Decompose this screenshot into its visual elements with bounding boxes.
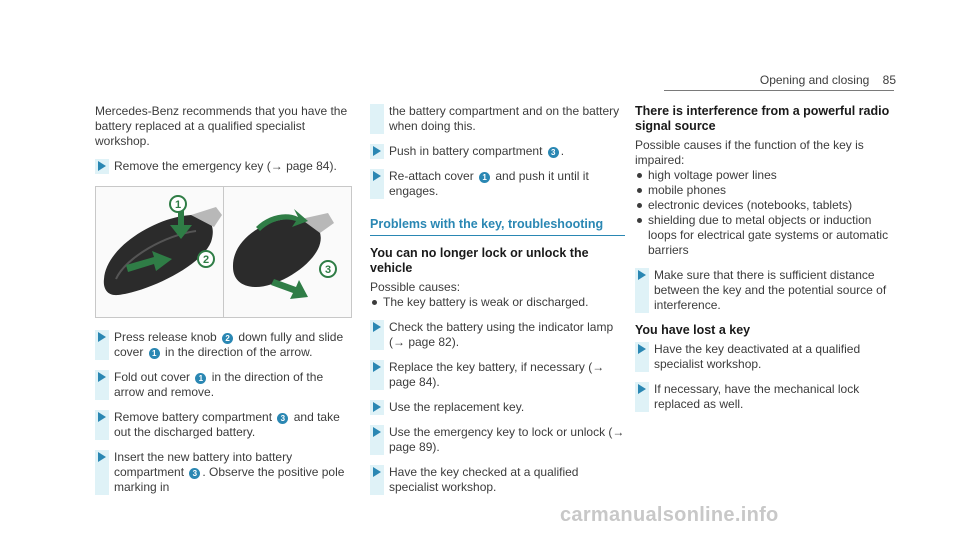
step-remove-battery-compartment [95, 410, 350, 440]
header-rule [664, 90, 894, 91]
step-sufficient-distance [635, 268, 895, 313]
step-arrow-icon [638, 344, 646, 354]
callout-3-icon [320, 261, 336, 277]
step-arrow-icon [638, 384, 646, 394]
step-arrow-icon [373, 171, 381, 181]
step-text: Make sure that there is sufficient distance between the key and the potential source of interference. [654, 268, 887, 312]
step-check-battery [370, 320, 625, 350]
step-text: Have the key checked at a qualified specialist workshop. [389, 465, 579, 494]
step-use-emergency-key [370, 425, 625, 455]
column-right [635, 104, 895, 422]
possible-causes-label: Possible causes: [370, 280, 461, 294]
step-text: Re-attach cover 1 and push it until it engages. [389, 169, 589, 198]
step-replace-battery [370, 360, 625, 390]
page-header [760, 73, 896, 88]
step-text: Use the replacement key. [389, 400, 525, 414]
interference-causes-list [635, 168, 895, 258]
step-insert-continued [370, 104, 625, 134]
key-right-icon [233, 209, 334, 299]
step-arrow-icon [373, 322, 381, 332]
callout-number: 1 [149, 348, 160, 359]
step-text: Have the key deactivated at a qualified specialist workshop. [654, 342, 861, 371]
key-battery-figure [95, 186, 352, 318]
key-illustration [96, 187, 351, 317]
step-text: the battery compartment and on the battery when doing this. [389, 104, 620, 133]
callout-2-icon [198, 251, 214, 267]
step-push-in-compartment [370, 144, 625, 159]
step-remove-emergency-key [95, 159, 350, 174]
intro-text: Mercedes-Benz recommends that you have the battery replaced at a qualified specialist workshop. [95, 104, 348, 148]
step-arrow-icon [373, 402, 381, 412]
list-item: electronic devices (notebooks, tablets) [635, 198, 895, 213]
step-have-key-checked [370, 465, 625, 495]
step-text: Fold out cover 1 in the direction of the arrow and remove. [114, 370, 324, 399]
callout-label-3: 3 [324, 264, 332, 276]
step-arrow-icon [98, 332, 106, 342]
step-arrow-icon [373, 427, 381, 437]
callout-number: 1 [479, 172, 490, 183]
step-arrow-icon [373, 467, 381, 477]
callout-number: 2 [222, 333, 233, 344]
section-title: Opening and closing [759, 73, 870, 87]
step-text: Use the emergency key to lock or unlock (→ page 89). [389, 425, 625, 454]
step-use-replacement-key [370, 400, 625, 415]
column-left [95, 104, 350, 505]
subheading-interference: There is interference from a powerful radio signal source [635, 104, 890, 133]
step-text: Remove battery compartment 3 and take out the discharged battery. [114, 410, 340, 439]
step-arrow-icon [98, 452, 106, 462]
step-arrow-icon [638, 270, 646, 280]
possible-causes-label: Possible causes if the function of the key is impaired: [635, 138, 864, 167]
step-reattach-cover [370, 169, 625, 199]
callout-number: 3 [548, 147, 559, 158]
callout-1-icon [170, 196, 186, 212]
step-text: Press release knob 2 down fully and slide cover 1 in the direction of the arrow. [114, 330, 344, 359]
step-bar [370, 104, 384, 134]
subheading-lost-key: You have lost a key [635, 323, 751, 337]
callout-label-2: 2 [202, 254, 210, 266]
step-press-release-knob [95, 330, 350, 360]
step-arrow-icon [373, 362, 381, 372]
step-arrow-icon [373, 146, 381, 156]
subheading-cannot-lock: You can no longer lock or unlock the vehicle [370, 246, 589, 275]
callout-number: 3 [189, 468, 200, 479]
step-text: Insert the new battery into battery compartment 3 . Observe the positive pole marking in [114, 450, 345, 494]
list-item: The key battery is weak or discharged. [370, 295, 625, 310]
step-arrow-icon [98, 372, 106, 382]
section-heading-troubleshooting: Problems with the key, troubleshooting [370, 217, 625, 236]
watermark: carmanualsonline.info [560, 504, 779, 526]
column-middle [370, 104, 625, 505]
step-text: Push in battery compartment 3 . [389, 144, 565, 158]
list-item: high voltage power lines [635, 168, 895, 183]
step-insert-new-battery [95, 450, 350, 495]
list-item: mobile phones [635, 183, 895, 198]
step-text: Remove the emergency key (→ page 84). [114, 159, 337, 173]
step-arrow-icon [98, 161, 106, 171]
list-item: shielding due to metal objects or induction loops for electrical gate systems or automatic barriers [635, 213, 895, 258]
callout-label-1: 1 [174, 199, 182, 211]
step-fold-out-cover [95, 370, 350, 400]
causes-list [370, 295, 625, 310]
callout-number: 1 [195, 373, 206, 384]
step-text: Replace the key battery, if necessary (→ page 84). [389, 360, 605, 389]
step-arrow-icon [98, 412, 106, 422]
step-text: Check the battery using the indicator lamp (→ page 82). [389, 320, 614, 349]
step-text: If necessary, have the mechanical lock replaced as well. [654, 382, 860, 411]
step-replace-lock [635, 382, 895, 412]
step-deactivate-key [635, 342, 895, 372]
callout-number: 3 [277, 413, 288, 424]
page-number: 85 [882, 73, 896, 87]
